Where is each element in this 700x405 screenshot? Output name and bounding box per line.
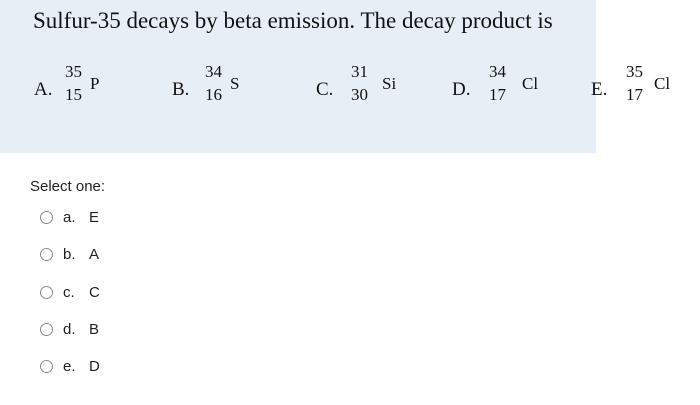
choice-symbol: Cl: [654, 74, 671, 93]
choice-mass-number: 35: [626, 62, 643, 81]
option-letter: c.: [63, 283, 75, 301]
option-letter: e.: [63, 357, 76, 375]
radio-button[interactable]: [40, 323, 53, 336]
choice-c: [316, 60, 406, 114]
choice-mass-number: 31: [351, 62, 368, 81]
radio-button[interactable]: [40, 360, 53, 373]
choice-mass-number: 34: [489, 62, 506, 81]
option-letter: a.: [63, 208, 76, 226]
choice-b: [172, 60, 252, 114]
choice-symbol: P: [90, 74, 100, 93]
choice-mass-number: 34: [205, 62, 222, 81]
answer-option-c[interactable]: [40, 281, 100, 303]
choice-letter: E.: [591, 79, 608, 100]
choice-letter: C.: [316, 79, 334, 100]
choice-letter: A.: [34, 79, 53, 100]
choice-letter: B.: [172, 79, 190, 100]
choice-atomic-number: 30: [351, 85, 368, 104]
option-value: A: [89, 245, 100, 263]
choice-atomic-number: 17: [489, 85, 506, 104]
answer-option-a[interactable]: [40, 206, 99, 228]
question-panel: [0, 0, 671, 153]
answer-option-d[interactable]: [40, 318, 99, 340]
answer-option-e[interactable]: [40, 355, 100, 377]
choice-symbol: Si: [382, 74, 397, 93]
option-letter: d.: [63, 320, 76, 338]
choice-symbol: Cl: [522, 74, 539, 93]
option-value: B: [89, 320, 100, 338]
choice-e: [591, 60, 691, 114]
choice-atomic-number: 17: [626, 85, 643, 104]
question-text: Sulfur-35 decays by beta emission. The decay product is: [33, 8, 553, 33]
choice-mass-number: 35: [65, 62, 82, 81]
choice-atomic-number: 16: [205, 85, 222, 104]
radio-button[interactable]: [40, 211, 53, 224]
choice-letter: D.: [452, 79, 471, 100]
choice-a: [34, 60, 104, 114]
radio-button[interactable]: [40, 286, 53, 299]
answer-option-b[interactable]: [40, 243, 99, 265]
option-value: C: [89, 283, 100, 301]
radio-button[interactable]: [40, 248, 53, 261]
choice-symbol: S: [230, 74, 240, 93]
option-value: E: [89, 208, 100, 226]
select-one-label: Select one:: [30, 178, 106, 195]
option-letter: b.: [63, 245, 76, 263]
option-value: D: [89, 357, 100, 375]
choice-d: [452, 60, 552, 114]
choice-atomic-number: 15: [65, 85, 82, 104]
